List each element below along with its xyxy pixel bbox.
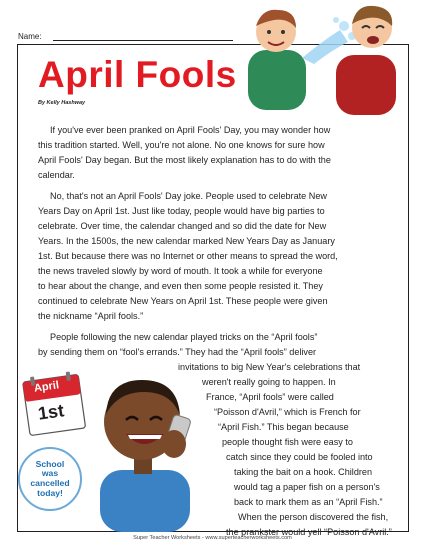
speech-bubble-line: School xyxy=(35,458,65,469)
speech-bubble-line: cancelled xyxy=(30,478,70,488)
text-line: Years Day on April 1st. Just like today, people would have big parties to xyxy=(38,206,325,216)
name-label: Name: xyxy=(18,32,42,41)
text-line: celebrate. Over time, the calendar changed and so did the date for New xyxy=(38,221,327,231)
text-line: taking the bait on a hook. Children xyxy=(234,467,373,477)
text-line: “Poisson d'Avril,” which is French for xyxy=(214,407,361,417)
speech-bubble-line: today! xyxy=(37,487,63,498)
text-line: invitations to big New Year's celebrations that xyxy=(178,362,361,372)
text-line: people thought fish were easy to xyxy=(222,437,353,447)
text-line: to hear about the change, and even then some people resisted it. They xyxy=(38,281,323,291)
text-line: When the person discovered the fish, xyxy=(238,512,389,522)
text-line: 1st. But because there was no Internet or other means to spread the word, xyxy=(38,251,338,261)
text-line: the nickname “April fools.” xyxy=(38,311,144,321)
text-line: weren't really going to happen. In xyxy=(202,377,336,387)
text-line: continued to celebrate New Years on April 1st. These people were given xyxy=(38,296,328,306)
text-line: “April Fish.” This began because xyxy=(218,422,349,432)
calendar-month: April xyxy=(33,379,60,395)
speech-bubble xyxy=(18,447,82,511)
boy-on-phone-illustration xyxy=(88,362,198,532)
text-line: the prankster would yell “Poisson d'Avril.” xyxy=(226,527,392,537)
text-line: by sending them on “fool's errands.” They had the “April fools” deliver xyxy=(38,347,317,357)
speech-bubble-line: was xyxy=(41,468,59,479)
text-line: catch since they could be fooled into xyxy=(226,452,373,462)
text-line: calendar. xyxy=(38,170,75,180)
text-line: April Fools' Day began. But the most likely explanation has to do with the xyxy=(38,155,331,165)
page-footer: Super Teacher Worksheets - www.superteacherworksheets.com xyxy=(133,535,292,541)
text-line: this tradition started. Well, you're not alone. No one knows for sure how xyxy=(38,140,325,150)
text-line: the news traveled slowly by word of mouth. It took a while for everyone xyxy=(38,266,323,276)
text-line: If you've ever been pranked on April Fools' Day, you may wonder how xyxy=(50,125,331,135)
text-line: No, that's not an April Fools' Day joke. People used to celebrate New xyxy=(50,191,327,201)
boys-spraying-water-illustration xyxy=(244,0,404,80)
page-title: April Fools xyxy=(38,54,237,95)
author-byline: By Kelly Hashway xyxy=(38,100,86,106)
text-line: Years. In the 1500s, the new calendar marked New Years Day as January xyxy=(38,236,335,246)
text-line: People following the new calendar played tricks on the “April fools” xyxy=(50,332,318,342)
name-blank-line[interactable] xyxy=(53,40,233,41)
calendar-day: 1st xyxy=(36,400,66,424)
text-line: France, “April fools” were called xyxy=(206,392,334,402)
text-line: would tag a paper fish on a person's xyxy=(234,482,380,492)
text-line: back to mark them as an “April Fish.” xyxy=(234,497,383,507)
